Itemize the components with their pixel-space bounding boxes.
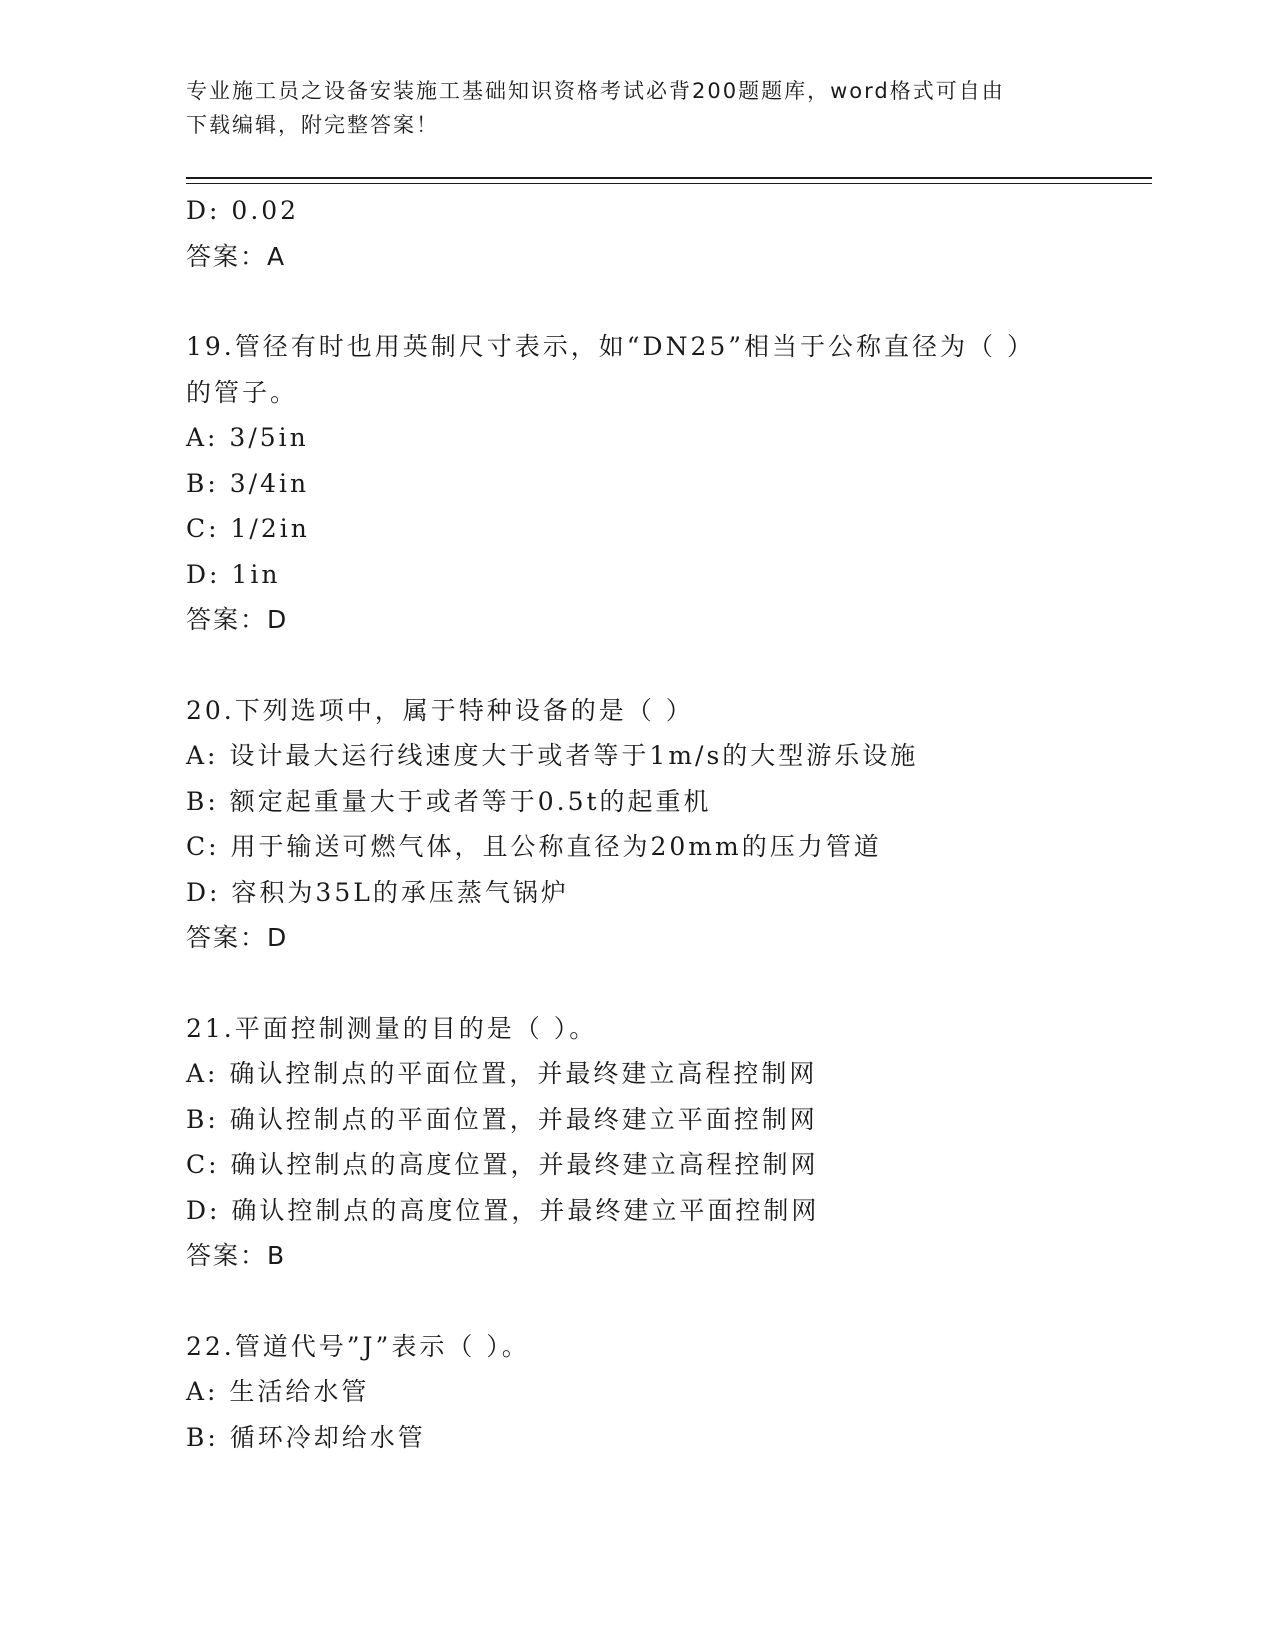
header-divider-thick (186, 177, 1152, 179)
question-stem: 19.管径有时也用英制尺寸表示，如“DN25”相当于公称直径为（ ） (186, 332, 1035, 361)
question-block-22 (186, 1324, 1126, 1461)
option-d: D: 确认控制点的高度位置，并最终建立平面控制网 (186, 1195, 820, 1225)
option-c: C: 确认控制点的高度位置，并最终建立高程控制网 (186, 1150, 819, 1179)
question-block-18 (186, 188, 1126, 279)
option-b: B: 循环冷却给水管 (186, 1422, 426, 1452)
option-b: B: 确认控制点的平面位置，并最终建立平面控制网 (186, 1104, 818, 1134)
spacer (186, 961, 1126, 1006)
spacer (186, 643, 1126, 688)
answer-line: 答案：A (186, 241, 287, 271)
question-stem: 20.下列选项中，属于特种设备的是（ ） (186, 695, 694, 725)
question-stem-continued: 的管子。 (186, 377, 299, 407)
option-d: D: 0.02 (186, 196, 300, 225)
header-divider-thin (186, 183, 1152, 184)
option-a: A: 生活给水管 (186, 1377, 370, 1406)
answer-line: 答案：B (186, 1241, 287, 1270)
option-d: D: 容积为35L的承压蒸气锅炉 (186, 877, 569, 907)
question-list (186, 188, 1126, 1460)
header-title-line2: 下载编辑，附完整答案！ (186, 113, 439, 137)
spacer (186, 1279, 1126, 1324)
option-a: A: 确认控制点的平面位置，并最终建立高程控制网 (186, 1059, 818, 1088)
option-b: B: 3/4in (186, 468, 310, 498)
option-a: A: 3/5in (186, 423, 309, 452)
question-stem: 22.管道代号”J”表示（ ）。 (186, 1331, 530, 1361)
answer-line: 答案：D (186, 923, 289, 952)
option-c: C: 1/2in (186, 514, 310, 543)
question-block-20 (186, 688, 1126, 961)
question-block-19 (186, 324, 1126, 643)
option-c: C: 用于输送可燃气体，且公称直径为20mm的压力管道 (186, 832, 882, 861)
option-b: B: 额定起重量大于或者等于0.5t的起重机 (186, 786, 712, 816)
question-stem: 21.平面控制测量的目的是（ ）。 (186, 1013, 598, 1043)
answer-line: 答案：D (186, 605, 289, 634)
option-a: A: 设计最大运行线速度大于或者等于1m/s的大型游乐设施 (186, 741, 919, 770)
question-block-21 (186, 1006, 1126, 1279)
header-title-line1: 专业施工员之设备安装施工基础知识资格考试必背200题题库，word格式可自由 (186, 79, 1005, 103)
option-d: D: 1in (186, 559, 281, 589)
document-header (186, 74, 1066, 142)
spacer (186, 279, 1126, 324)
